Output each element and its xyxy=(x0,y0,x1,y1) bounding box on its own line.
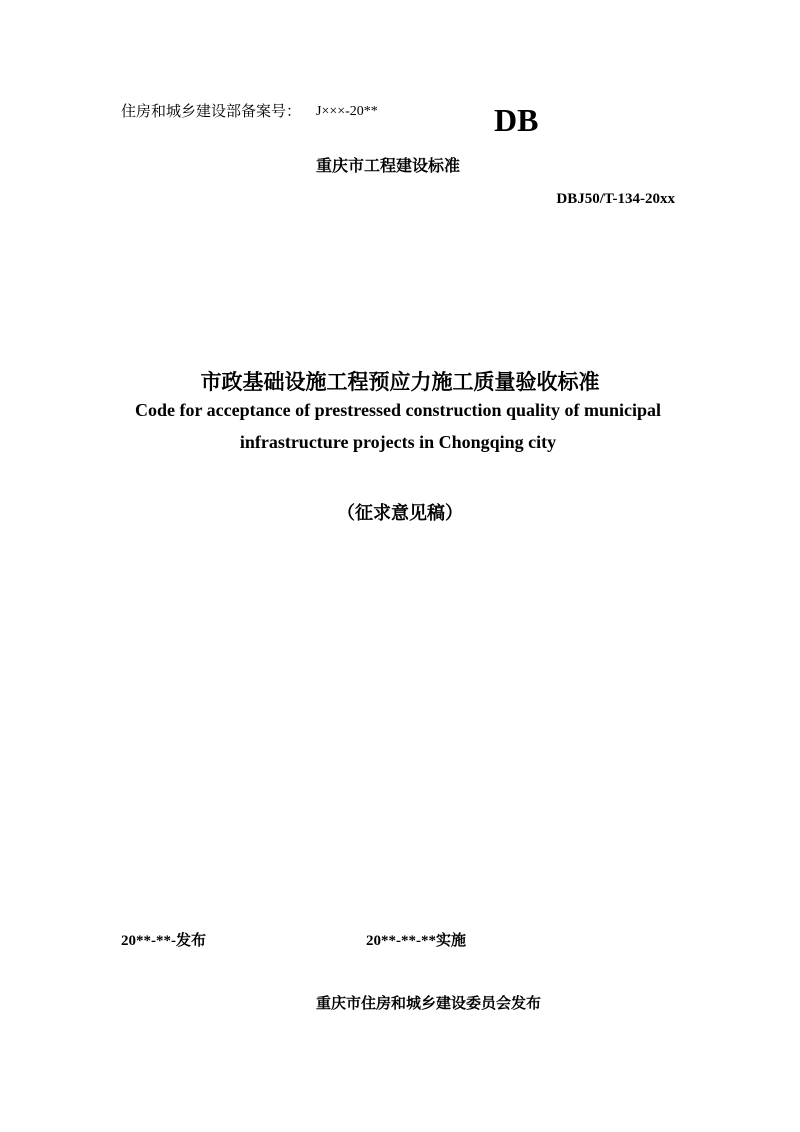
standard-number: DBJ50/T-134-20xx xyxy=(556,191,675,207)
record-number-value: J×××-20** xyxy=(316,104,378,119)
record-number-label: 住房和城乡建设部备案号： xyxy=(121,102,302,120)
publish-date-value: 20**-**- xyxy=(121,933,176,949)
db-standard-mark: DB xyxy=(494,102,539,138)
implement-date-value: 20**-**-** xyxy=(366,933,436,949)
publish-date-suffix: 发布 xyxy=(176,931,207,949)
standard-category-title: 重庆市工程建设标准 xyxy=(316,156,461,175)
document-title-chinese: 市政基础设施工程预应力施工质量验收标准 xyxy=(200,370,600,394)
implement-date-suffix: 实施 xyxy=(436,931,467,949)
publish-date xyxy=(121,929,206,950)
implement-date xyxy=(366,929,466,950)
document-title-english-line1: Code for acceptance of prestressed construction quality of municipal xyxy=(135,400,661,420)
draft-status-label: （征求意见稿） xyxy=(337,503,463,524)
document-title-english-line2: infrastructure projects in Chongqing city xyxy=(239,432,557,452)
publisher-name: 重庆市住房和城乡建设委员会发布 xyxy=(316,994,542,1012)
